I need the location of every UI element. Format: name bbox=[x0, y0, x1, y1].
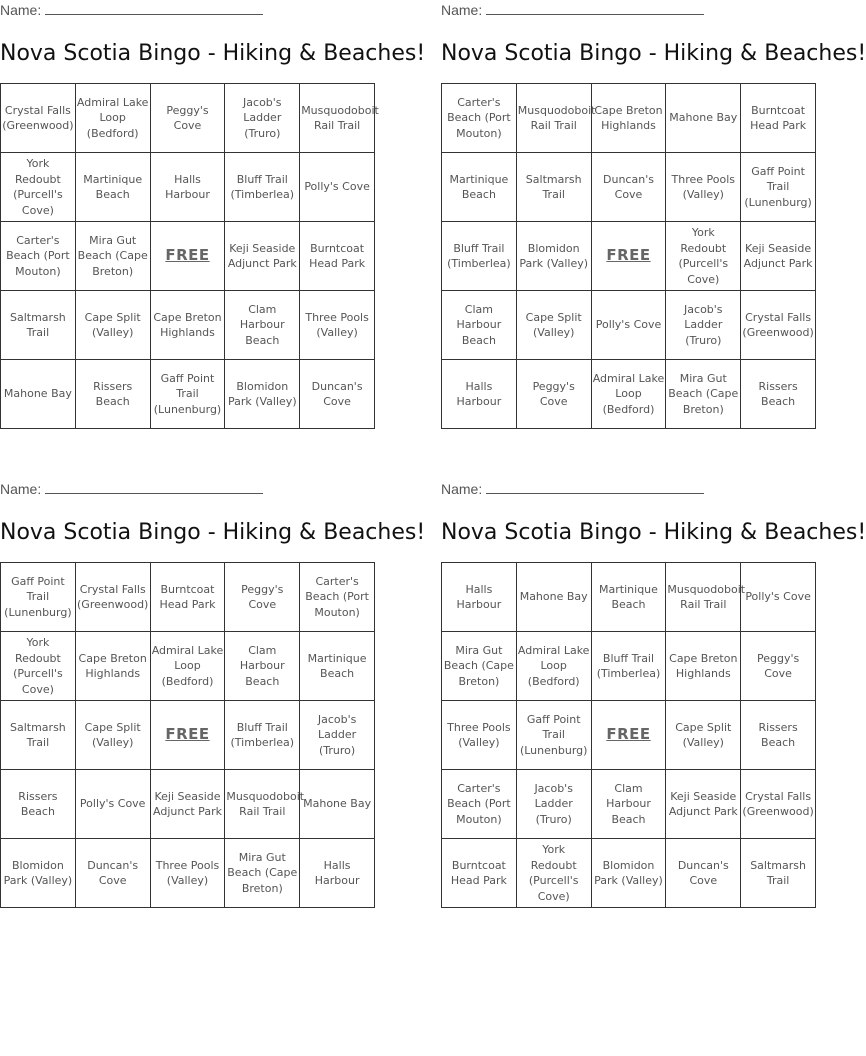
cell-label: Peggy's Cove bbox=[241, 582, 284, 611]
bingo-cell[interactable] bbox=[150, 770, 225, 839]
cell-label: Cape Split (Valley) bbox=[84, 310, 141, 339]
cell-label: Bluff Trail (Timberlea) bbox=[447, 241, 511, 270]
cell-label: Blomidon Park (Valley) bbox=[227, 379, 297, 408]
name-field[interactable] bbox=[441, 481, 704, 497]
bingo-cell[interactable] bbox=[442, 563, 517, 632]
bingo-grid bbox=[441, 83, 816, 429]
bingo-cell[interactable] bbox=[741, 360, 816, 429]
bingo-cell[interactable] bbox=[591, 632, 666, 701]
cell-label: Rissers Beach bbox=[758, 720, 798, 749]
bingo-cell[interactable] bbox=[442, 839, 517, 908]
grid-row bbox=[442, 222, 816, 291]
cell-label: Blomidon Park (Valley) bbox=[519, 241, 589, 270]
cell-label: Clam Harbour Beach bbox=[606, 781, 651, 826]
bingo-cell[interactable] bbox=[1, 291, 76, 360]
bingo-cell[interactable] bbox=[591, 563, 666, 632]
bingo-cell[interactable] bbox=[75, 632, 150, 701]
bingo-cell[interactable] bbox=[516, 701, 591, 770]
cell-label: Carter's Beach (Port Mouton) bbox=[447, 781, 511, 826]
cell-label: Duncan's Cove bbox=[677, 858, 729, 887]
cell-label: Keji Seaside Adjunct Park bbox=[153, 789, 222, 818]
cell-label: Jacob's Ladder (Truro) bbox=[534, 781, 573, 826]
bingo-cell[interactable] bbox=[75, 839, 150, 908]
cell-label: Duncan's Cove bbox=[603, 172, 654, 201]
cell-label: Halls Harbour bbox=[165, 172, 210, 201]
bingo-cell[interactable] bbox=[225, 222, 300, 291]
cell-label: Saltmarsh Trail bbox=[10, 310, 66, 339]
cell-label: Rissers Beach bbox=[18, 789, 58, 818]
grid-row bbox=[442, 360, 816, 429]
bingo-cell[interactable] bbox=[442, 153, 517, 222]
name-field[interactable] bbox=[0, 481, 263, 497]
bingo-cell[interactable] bbox=[666, 153, 741, 222]
bingo-cell[interactable] bbox=[741, 222, 816, 291]
card-title: Nova Scotia Bingo - Hiking & Beaches! bbox=[0, 520, 426, 545]
bingo-cell[interactable] bbox=[591, 839, 666, 908]
cell-label: Musquodoboit Rail Trail bbox=[667, 582, 746, 611]
cell-label: Clam Harbour Beach bbox=[239, 643, 285, 688]
bingo-cell[interactable] bbox=[300, 839, 375, 908]
cell-label: Blomidon Park (Valley) bbox=[594, 858, 663, 887]
cell-label: Martinique Beach bbox=[83, 172, 143, 201]
cell-label: Polly's Cove bbox=[595, 318, 662, 332]
cell-label: Three Pools (Valley) bbox=[155, 858, 220, 887]
name-label: Name: bbox=[441, 481, 483, 497]
cell-label: Three Pools (Valley) bbox=[671, 172, 736, 201]
cell-label: Rissers Beach bbox=[758, 379, 798, 408]
bingo-cell[interactable] bbox=[75, 153, 150, 222]
grid-row bbox=[442, 84, 816, 153]
free-space[interactable] bbox=[591, 701, 666, 770]
bingo-cell[interactable] bbox=[300, 84, 379, 153]
bingo-cell[interactable] bbox=[442, 632, 517, 701]
cell-label: Bluff Trail (Timberlea) bbox=[230, 720, 295, 749]
cell-label: Jacob's Ladder (Truro) bbox=[243, 95, 282, 140]
bingo-cell[interactable] bbox=[300, 222, 375, 291]
cell-label: Saltmarsh Trail bbox=[750, 858, 806, 887]
bingo-cell[interactable] bbox=[1, 222, 76, 291]
grid-row bbox=[1, 701, 375, 770]
cell-label: Peggy's Cove bbox=[532, 379, 575, 408]
bingo-cell[interactable] bbox=[150, 839, 225, 908]
bingo-cell[interactable] bbox=[300, 563, 375, 632]
cell-label: Keji Seaside Adjunct Park bbox=[743, 241, 813, 270]
name-label: Name: bbox=[0, 481, 42, 497]
cell-label: Musquodoboit Rail Trail bbox=[517, 103, 596, 132]
bingo-cell[interactable] bbox=[516, 563, 591, 632]
cell-label: Carter's Beach (Port Mouton) bbox=[6, 233, 70, 278]
grid-row bbox=[1, 360, 375, 429]
bingo-cell[interactable] bbox=[666, 222, 741, 291]
bingo-cell[interactable] bbox=[516, 291, 591, 360]
bingo-cell[interactable] bbox=[1, 701, 76, 770]
grid-row bbox=[1, 563, 375, 632]
bingo-cell[interactable] bbox=[75, 84, 150, 153]
bingo-cell[interactable] bbox=[300, 291, 375, 360]
bingo-cell[interactable] bbox=[75, 291, 150, 360]
cell-label: Jacob's Ladder (Truro) bbox=[684, 302, 723, 347]
grid-row bbox=[1, 632, 375, 701]
bingo-cell[interactable] bbox=[666, 770, 741, 839]
cell-label: Bluff Trail (Timberlea) bbox=[596, 651, 661, 680]
name-field[interactable] bbox=[0, 2, 263, 18]
card-title: Nova Scotia Bingo - Hiking & Beaches! bbox=[441, 520, 866, 545]
cell-label: York Redoubt (Purcell's Cove) bbox=[13, 157, 63, 217]
bingo-cell[interactable] bbox=[1, 153, 76, 222]
cell-label: Polly's Cove bbox=[304, 180, 370, 194]
cell-label: Peggy's Cove bbox=[756, 651, 800, 680]
bingo-cell[interactable] bbox=[300, 153, 375, 222]
cell-label: Duncan's Cove bbox=[311, 379, 363, 408]
bingo-cell[interactable] bbox=[1, 84, 76, 153]
bingo-cell[interactable] bbox=[300, 770, 375, 839]
cell-label: Gaff Point Trail (Lunenburg) bbox=[153, 371, 222, 416]
bingo-grid bbox=[441, 562, 816, 908]
bingo-cell[interactable] bbox=[75, 563, 150, 632]
bingo-cell[interactable] bbox=[1, 770, 76, 839]
bingo-cell[interactable] bbox=[150, 360, 225, 429]
cell-label: Mira Gut Beach (Cape Breton) bbox=[443, 643, 514, 688]
bingo-cell[interactable] bbox=[516, 839, 591, 908]
bingo-cell[interactable] bbox=[442, 222, 517, 291]
cell-label: Keji Seaside Adjunct Park bbox=[668, 789, 738, 818]
card-title: Nova Scotia Bingo - Hiking & Beaches! bbox=[441, 41, 866, 66]
bingo-cell[interactable] bbox=[300, 701, 375, 770]
cell-label: Clam Harbour Beach bbox=[239, 302, 285, 347]
cell-label: Martinique Beach bbox=[449, 172, 509, 201]
cell-label: Peggy's Cove bbox=[166, 103, 209, 132]
cell-label: Cape Split (Valley) bbox=[675, 720, 732, 749]
bingo-cell[interactable] bbox=[1, 360, 76, 429]
cell-label: Three Pools (Valley) bbox=[305, 310, 369, 339]
bingo-cell[interactable] bbox=[516, 222, 591, 291]
bingo-cell[interactable] bbox=[150, 153, 225, 222]
bingo-cell[interactable] bbox=[591, 360, 666, 429]
bingo-cell[interactable] bbox=[741, 839, 816, 908]
grid-row bbox=[1, 291, 375, 360]
cell-label: FREE bbox=[606, 245, 651, 264]
bingo-cell[interactable] bbox=[442, 701, 517, 770]
cell-label: Burntcoat Head Park bbox=[750, 103, 807, 132]
cell-label: Mira Gut Beach (Cape Breton) bbox=[77, 233, 148, 278]
cell-label: Admiral Lake Loop (Bedford) bbox=[592, 371, 665, 416]
cell-label: York Redoubt (Purcell's Cove) bbox=[13, 636, 63, 696]
cell-label: York Redoubt (Purcell's Cove) bbox=[678, 226, 729, 286]
cell-label: Admiral Lake Loop (Bedford) bbox=[517, 643, 590, 688]
cell-label: Mahone Bay bbox=[669, 111, 738, 125]
grid-row bbox=[1, 839, 375, 908]
bingo-cell[interactable] bbox=[442, 770, 517, 839]
bingo-cell[interactable] bbox=[741, 84, 816, 153]
bingo-cell[interactable] bbox=[741, 632, 816, 701]
cell-label: Crystal Falls (Greenwood) bbox=[742, 310, 814, 339]
grid-row bbox=[442, 839, 816, 908]
card-title: Nova Scotia Bingo - Hiking & Beaches! bbox=[0, 41, 426, 66]
grid-row bbox=[442, 770, 816, 839]
cell-label: Jacob's Ladder (Truro) bbox=[317, 712, 357, 757]
cell-label: Musquodoboit Rail Trail bbox=[301, 103, 379, 132]
name-blank-line[interactable] bbox=[45, 2, 263, 15]
bingo-cell[interactable] bbox=[516, 360, 591, 429]
bingo-cell[interactable] bbox=[666, 360, 741, 429]
cell-label: Halls Harbour bbox=[456, 582, 502, 611]
name-label: Name: bbox=[0, 2, 42, 18]
cell-label: Clam Harbour Beach bbox=[456, 302, 502, 347]
bingo-cell[interactable] bbox=[1, 563, 76, 632]
bingo-cell[interactable] bbox=[225, 770, 305, 839]
bingo-cell[interactable] bbox=[300, 360, 375, 429]
bingo-cell[interactable] bbox=[75, 701, 150, 770]
bingo-cell[interactable] bbox=[516, 770, 591, 839]
bingo-cell[interactable] bbox=[666, 563, 746, 632]
bingo-grid bbox=[0, 83, 379, 429]
bingo-cell[interactable] bbox=[591, 84, 666, 153]
cell-label: FREE bbox=[165, 724, 210, 743]
bingo-cell[interactable] bbox=[1, 632, 76, 701]
grid-row bbox=[442, 563, 816, 632]
cell-label: Mahone Bay bbox=[3, 387, 72, 401]
grid-row bbox=[1, 84, 375, 153]
cell-label: York Redoubt (Purcell's Cove) bbox=[528, 843, 579, 903]
grid-row bbox=[442, 632, 816, 701]
grid-row bbox=[442, 701, 816, 770]
free-space[interactable] bbox=[150, 701, 225, 770]
bingo-cell[interactable] bbox=[516, 84, 596, 153]
bingo-cell[interactable] bbox=[591, 291, 666, 360]
cell-label: Duncan's Cove bbox=[87, 858, 139, 887]
cell-label: Crystal Falls (Greenwood) bbox=[742, 789, 814, 818]
cell-label: Cape Breton Highlands bbox=[153, 310, 222, 339]
cell-label: FREE bbox=[165, 245, 210, 264]
cell-label: Martinique Beach bbox=[599, 582, 658, 611]
free-space[interactable] bbox=[591, 222, 666, 291]
bingo-cell[interactable] bbox=[150, 84, 225, 153]
bingo-cell[interactable] bbox=[300, 632, 375, 701]
cell-label: Halls Harbour bbox=[456, 379, 502, 408]
cell-label: Carter's Beach (Port Mouton) bbox=[305, 574, 369, 619]
bingo-cell[interactable] bbox=[741, 770, 816, 839]
cell-label: Carter's Beach (Port Mouton) bbox=[447, 95, 511, 140]
cell-label: Keji Seaside Adjunct Park bbox=[227, 241, 297, 270]
bingo-cell[interactable] bbox=[225, 563, 300, 632]
cell-label: Saltmarsh Trail bbox=[10, 720, 66, 749]
cell-label: Gaff Point Trail (Lunenburg) bbox=[4, 574, 72, 619]
cell-label: Rissers Beach bbox=[93, 379, 133, 408]
bingo-cell[interactable] bbox=[741, 291, 816, 360]
bingo-cell[interactable] bbox=[75, 360, 150, 429]
cell-label: Burntcoat Head Park bbox=[450, 858, 507, 887]
bingo-cell[interactable] bbox=[225, 153, 300, 222]
bingo-cell[interactable] bbox=[442, 291, 517, 360]
cell-label: Cape Breton Highlands bbox=[594, 103, 663, 132]
bingo-cell[interactable] bbox=[741, 563, 816, 632]
bingo-cell[interactable] bbox=[150, 291, 225, 360]
grid-row bbox=[1, 222, 375, 291]
cell-label: Musquodoboit Rail Trail bbox=[226, 789, 305, 818]
cell-label: Admiral Lake Loop (Bedford) bbox=[151, 643, 224, 688]
cell-label: Burntcoat Head Park bbox=[309, 241, 366, 270]
cell-label: Polly's Cove bbox=[79, 797, 146, 811]
bingo-cell[interactable] bbox=[75, 222, 150, 291]
grid-row bbox=[442, 153, 816, 222]
bingo-cell[interactable] bbox=[150, 563, 225, 632]
name-field[interactable] bbox=[441, 2, 704, 18]
cell-label: FREE bbox=[606, 724, 651, 743]
cell-label: Burntcoat Head Park bbox=[159, 582, 216, 611]
bingo-cell[interactable] bbox=[591, 770, 666, 839]
bingo-cell[interactable] bbox=[225, 291, 300, 360]
bingo-cell[interactable] bbox=[225, 632, 300, 701]
name-label: Name: bbox=[441, 2, 483, 18]
grid-row bbox=[442, 291, 816, 360]
bingo-cell[interactable] bbox=[442, 84, 517, 153]
cell-label: Saltmarsh Trail bbox=[525, 172, 582, 201]
bingo-cell[interactable] bbox=[741, 701, 816, 770]
bingo-cell[interactable] bbox=[666, 291, 741, 360]
bingo-cell[interactable] bbox=[225, 839, 300, 908]
bingo-cell[interactable] bbox=[442, 360, 517, 429]
cell-label: Cape Breton Highlands bbox=[669, 651, 738, 680]
name-blank-line[interactable] bbox=[486, 2, 704, 15]
bingo-cell[interactable] bbox=[75, 770, 150, 839]
name-blank-line[interactable] bbox=[45, 481, 263, 494]
bingo-cell[interactable] bbox=[741, 153, 816, 222]
grid-row bbox=[1, 153, 375, 222]
cell-label: Mira Gut Beach (Cape Breton) bbox=[227, 850, 298, 895]
bingo-cell[interactable] bbox=[516, 632, 591, 701]
cell-label: Martinique Beach bbox=[307, 651, 367, 680]
cell-label: Polly's Cove bbox=[745, 590, 811, 604]
cell-label: Bluff Trail (Timberlea) bbox=[230, 172, 295, 201]
cell-label: Three Pools (Valley) bbox=[447, 720, 511, 749]
cell-label: Halls Harbour bbox=[314, 858, 360, 887]
cell-label: Mahone Bay bbox=[303, 797, 372, 811]
grid-row bbox=[1, 770, 375, 839]
bingo-cell[interactable] bbox=[225, 701, 300, 770]
cell-label: Admiral Lake Loop (Bedford) bbox=[76, 95, 149, 140]
free-space[interactable] bbox=[150, 222, 225, 291]
bingo-cell[interactable] bbox=[150, 632, 225, 701]
cell-label: Cape Split (Valley) bbox=[84, 720, 141, 749]
bingo-cell[interactable] bbox=[1, 839, 76, 908]
cell-label: Crystal Falls (Greenwood) bbox=[77, 582, 149, 611]
bingo-cell[interactable] bbox=[225, 84, 300, 153]
cell-label: Blomidon Park (Valley) bbox=[3, 858, 73, 887]
bingo-cell[interactable] bbox=[516, 153, 591, 222]
bingo-grid bbox=[0, 562, 375, 908]
cell-label: Mahone Bay bbox=[519, 590, 588, 604]
cell-label: Gaff Point Trail (Lunenburg) bbox=[744, 164, 812, 209]
bingo-cell[interactable] bbox=[666, 632, 741, 701]
bingo-cell[interactable] bbox=[666, 839, 741, 908]
cell-label: Gaff Point Trail (Lunenburg) bbox=[519, 712, 588, 757]
bingo-cell[interactable] bbox=[591, 153, 666, 222]
bingo-cell[interactable] bbox=[666, 701, 741, 770]
bingo-cell[interactable] bbox=[225, 360, 300, 429]
cell-label: Cape Split (Valley) bbox=[525, 310, 582, 339]
bingo-cell[interactable] bbox=[666, 84, 741, 153]
name-blank-line[interactable] bbox=[486, 481, 704, 494]
cell-label: Crystal Falls (Greenwood) bbox=[2, 103, 74, 132]
cell-label: Mira Gut Beach (Cape Breton) bbox=[668, 371, 739, 416]
cell-label: Cape Breton Highlands bbox=[78, 651, 147, 680]
